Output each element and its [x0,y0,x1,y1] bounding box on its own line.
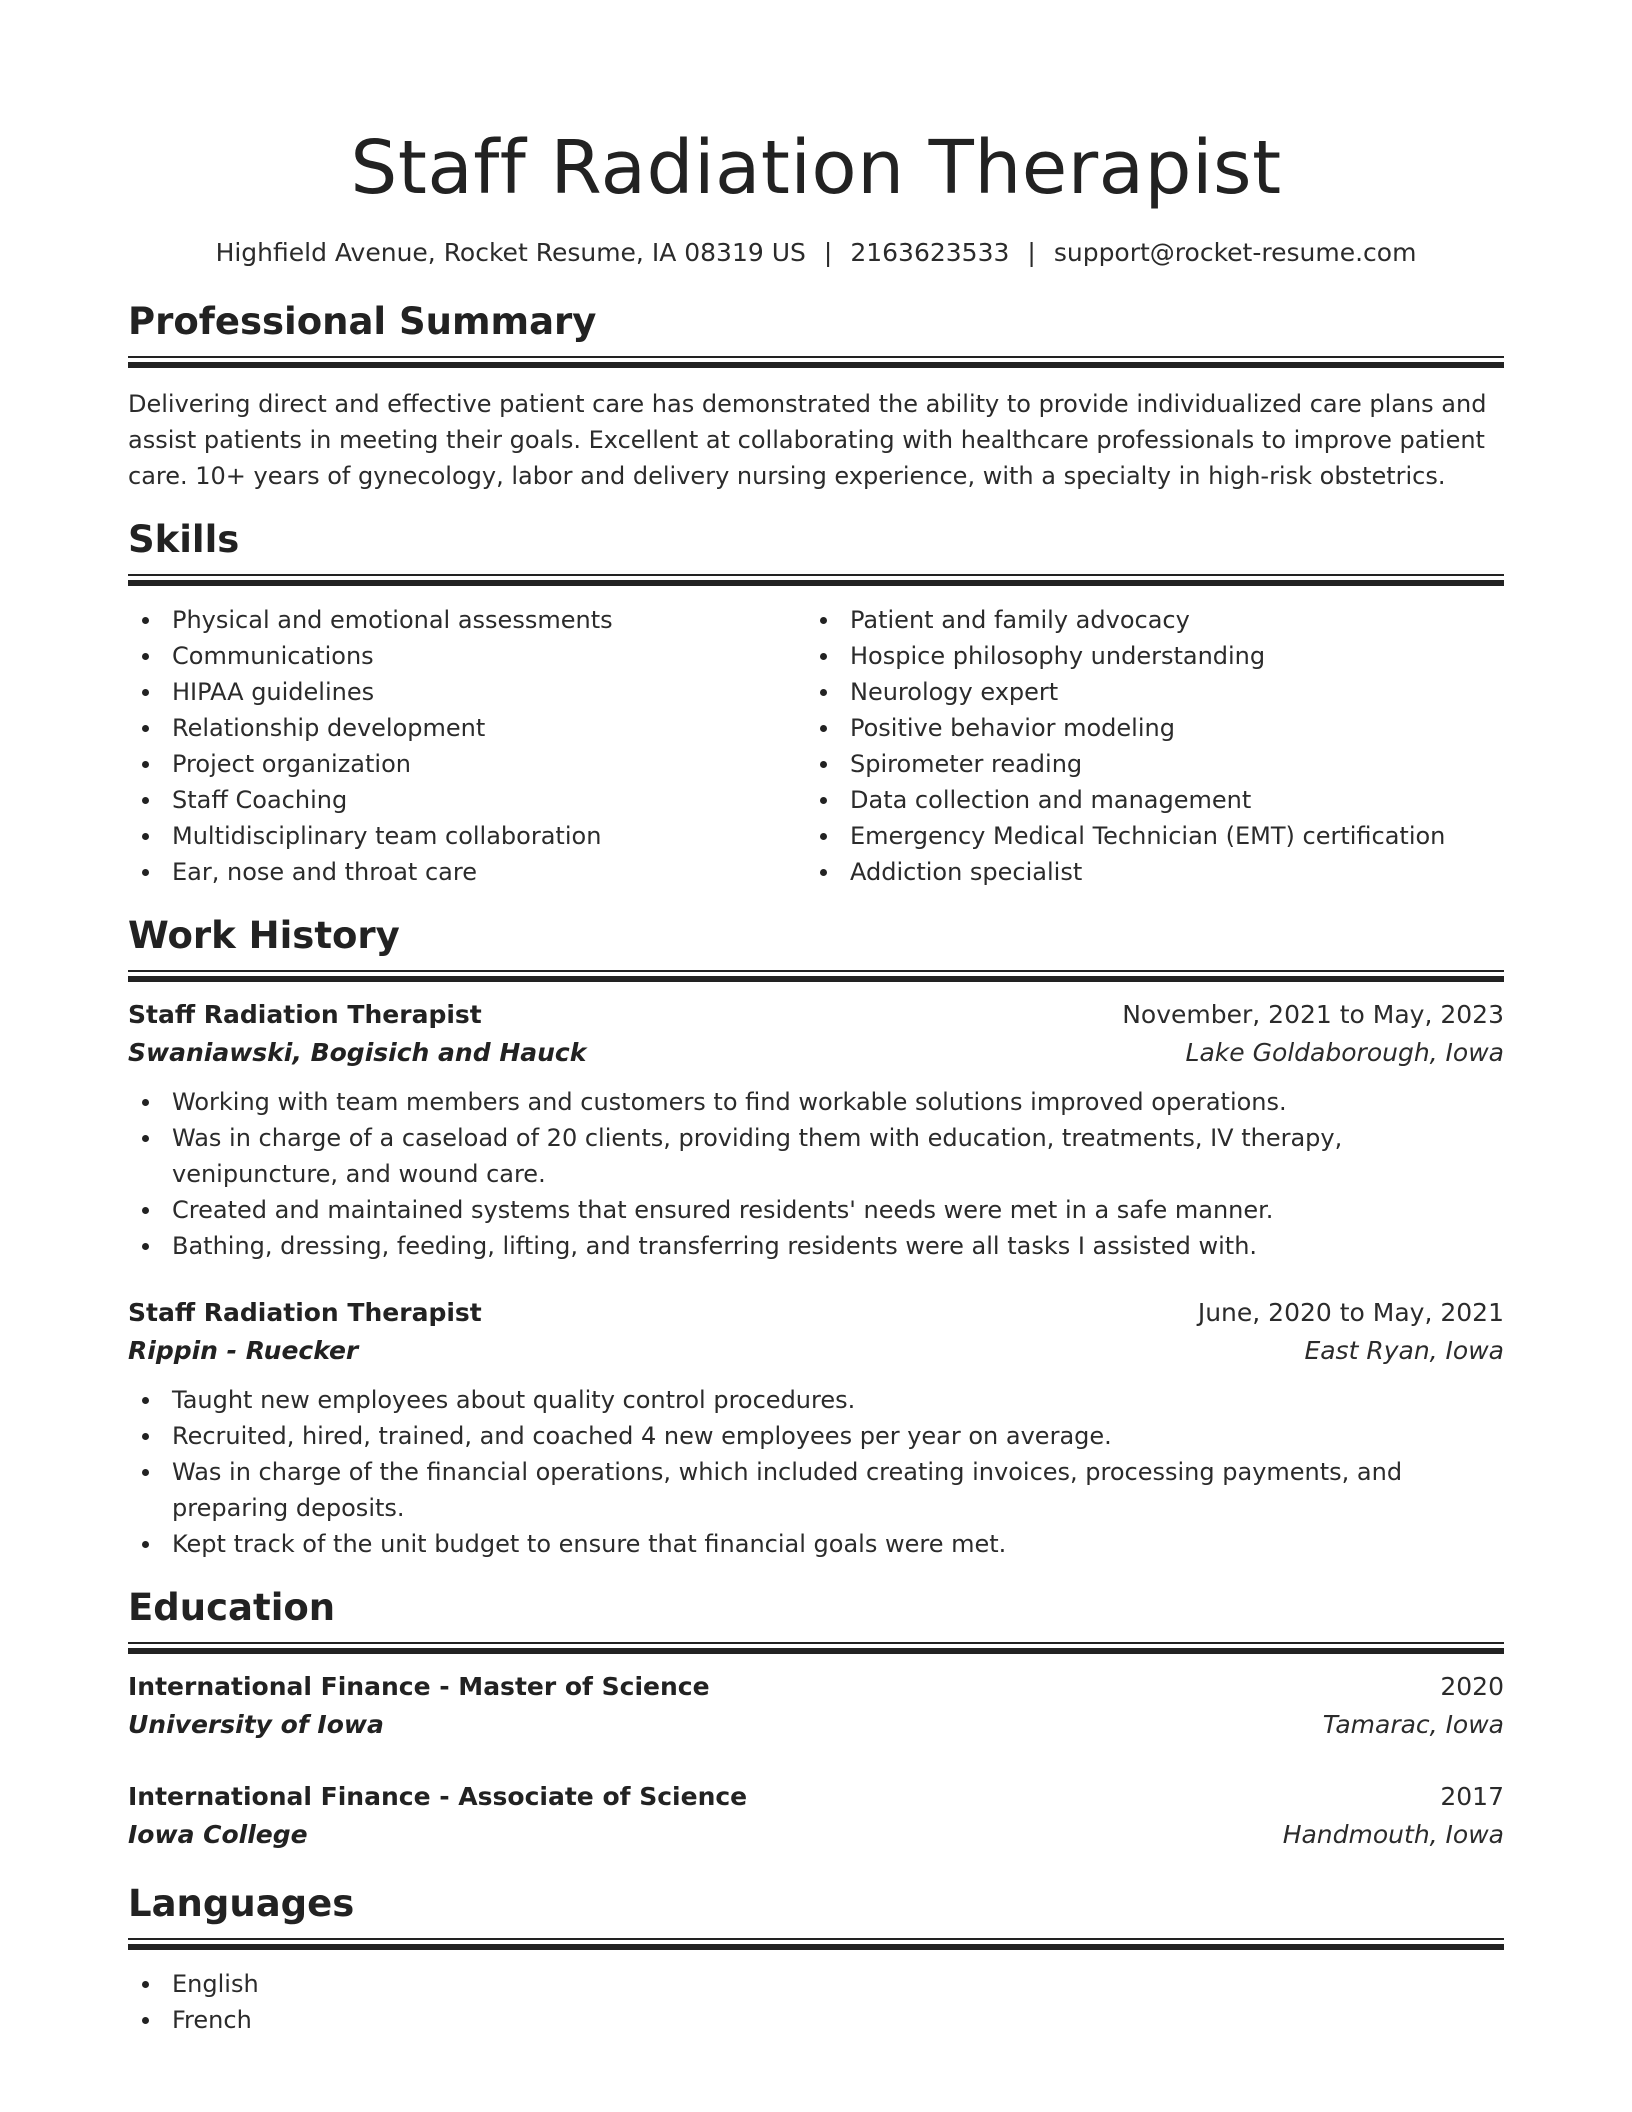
skills-column-right [806,602,1484,890]
skill-item: Positive behavior modeling [806,710,1484,746]
skills-column-left [128,602,806,890]
job-bullet: Bathing, dressing, feeding, lifting, and transferring residents were all tasks I assisted with. [128,1228,1504,1264]
job-title: Staff Radiation Therapist [128,1000,482,1029]
job-bullet: Recruited, hired, trained, and coached 4 new employees per year on average. [128,1418,1504,1454]
job-bullet: Created and maintained systems that ensured residents' needs were met in a safe manner. [128,1192,1504,1228]
contact-separator: | [823,238,833,267]
job-bullet: Working with team members and customers to find workable solutions improved operations. [128,1084,1504,1120]
section-heading-work-history: Work History [128,914,400,957]
job-bullets [128,1084,1504,1264]
education-school: University of Iowa [128,1710,384,1739]
contact-address: Highfield Avenue, Rocket Resume, IA 08319 US [215,238,806,267]
resume-page [128,0,1504,2038]
education-location: Tamarac, Iowa [1322,1710,1504,1739]
skill-item: Physical and emotional assessments [128,602,806,638]
job-bullet: Was in charge of a caseload of 20 clients, providing them with education, treatments, IV therapy, venipuncture, and wound care. [128,1120,1504,1192]
job-dates: November, 2021 to May, 2023 [1122,1000,1504,1029]
section-heading-languages: Languages [128,1882,355,1925]
skill-item: Relationship development [128,710,806,746]
education-school: Iowa College [128,1820,308,1849]
job-company: Rippin - Ruecker [128,1336,359,1365]
contact-separator: | [1027,238,1036,267]
skill-item: Emergency Medical Technician (EMT) certification [806,818,1484,854]
job-dates: June, 2020 to May, 2021 [1197,1298,1504,1327]
skill-item: HIPAA guidelines [128,674,806,710]
education-degree: International Finance - Associate of Science [128,1782,748,1811]
education-entry [128,1778,1504,1854]
job-title: Staff Radiation Therapist [128,1298,482,1327]
resume-title: Staff Radiation Therapist [350,125,1282,211]
contact-line [128,236,1504,270]
work-history-section [128,912,1504,1562]
job-entry [128,996,1504,1264]
education-year: 2020 [1440,1672,1504,1701]
education-degree: International Finance - Master of Science [128,1672,710,1701]
section-divider [128,1642,1504,1654]
section-heading-education: Education [128,1586,336,1629]
skill-item: Patient and family advocacy [806,602,1484,638]
education-location: Handmouth, Iowa [1282,1820,1504,1849]
skills-section [128,516,1504,890]
languages-list [128,1966,1504,2038]
skill-item: Neurology expert [806,674,1484,710]
contact-phone: 2163623533 [850,238,1010,267]
language-item: English [128,1966,1504,2002]
languages-section [128,1880,1504,2038]
job-bullets [128,1382,1504,1562]
education-entry [128,1668,1504,1744]
skill-item: Staff Coaching [128,782,806,818]
skill-item: Multidisciplinary team collaboration [128,818,806,854]
section-divider [128,574,1504,586]
skill-item: Project organization [128,746,806,782]
summary-section [128,298,1504,494]
section-divider [128,1938,1504,1950]
skill-item: Spirometer reading [806,746,1484,782]
job-location: East Ryan, Iowa [1304,1336,1504,1365]
job-company: Swaniawski, Bogisich and Hauck [128,1038,587,1067]
job-location: Lake Goldaborough, Iowa [1185,1038,1504,1067]
skill-item: Data collection and management [806,782,1484,818]
skill-item: Ear, nose and throat care [128,854,806,890]
skills-grid [128,602,1504,890]
job-bullet: Taught new employees about quality control procedures. [128,1382,1504,1418]
language-item: French [128,2002,1504,2038]
skill-item: Communications [128,638,806,674]
section-divider [128,970,1504,982]
section-heading-summary: Professional Summary [128,300,597,343]
section-heading-skills: Skills [128,518,240,561]
summary-text: Delivering direct and effective patient care has demonstrated the ability to provide individualized care plans and assist patients in meeting their goals. Excellent at collaborating with healthcare professionals to improve patient care. 10+ years of gynecology, labor and delivery nursing experience, with a specialty in high-risk obstetrics. [128,390,1487,490]
education-section [128,1584,1504,1854]
section-divider [128,356,1504,368]
job-entry [128,1294,1504,1562]
skill-item: Addiction specialist [806,854,1484,890]
education-year: 2017 [1440,1782,1504,1811]
job-bullet: Kept track of the unit budget to ensure that financial goals were met. [128,1526,1504,1562]
contact-email[interactable]: support@rocket-resume.com [1053,238,1417,267]
job-bullet: Was in charge of the financial operations, which included creating invoices, processing payments, and preparing deposits. [128,1454,1504,1526]
skill-item: Hospice philosophy understanding [806,638,1484,674]
